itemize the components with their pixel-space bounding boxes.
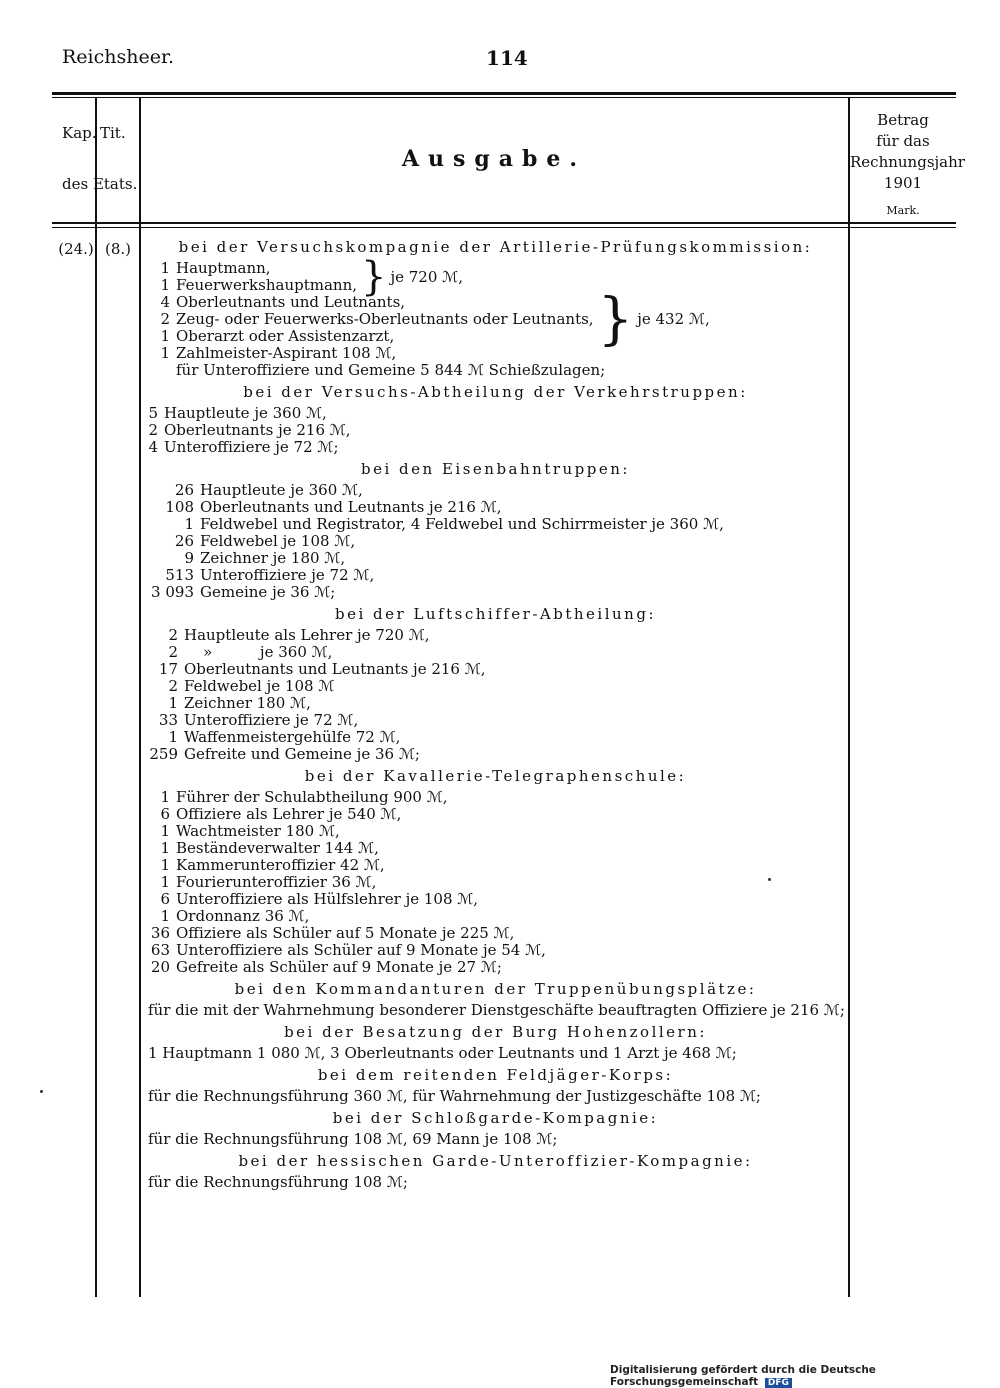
expense-list <box>148 239 843 1196</box>
column-divider-betrag <box>848 97 850 1297</box>
expense-text: für Unteroffiziere und Gemeine 5 844 ℳ Schießzulagen; <box>176 361 606 379</box>
braced-group <box>148 287 843 352</box>
expense-line <box>148 405 843 422</box>
expense-text: Unteroffiziere als Hülfslehrer je 108 ℳ, <box>176 890 479 908</box>
expense-line <box>148 942 843 959</box>
expense-line <box>148 857 843 874</box>
quantity: 1 <box>160 856 170 874</box>
expense-text: Oberleutnants und Leutnants je 216 ℳ, <box>200 498 502 516</box>
quantity: 26 <box>174 481 194 499</box>
expense-line <box>148 746 843 763</box>
expense-text: Ordonnanz 36 ℳ, <box>176 907 310 925</box>
expense-text: Zeug- oder Feuerwerks-Oberleutnants oder Leutnants, <box>176 310 594 328</box>
section-title: bei den Kommandanturen der Truppenübungsplätze: <box>234 980 757 998</box>
expense-section <box>148 768 843 976</box>
expense-text: Feuerwerkshauptmann, <box>176 276 357 294</box>
expense-line <box>148 712 843 729</box>
section-title: bei der Kavallerie-Telegraphenschule: <box>304 767 687 785</box>
header-mark: Mark. <box>886 204 920 217</box>
tit-value: (8.) <box>104 240 131 258</box>
quantity: 259 <box>149 745 178 763</box>
expense-line <box>148 260 357 277</box>
section-title: bei dem reitenden Feldjäger-Korps: <box>317 1066 674 1084</box>
expense-line <box>148 959 843 976</box>
expense-text: Unteroffiziere als Schüler auf 9 Monate je 54 ℳ, <box>176 941 546 959</box>
expense-line <box>148 874 843 891</box>
header-betrag-line: Betrag <box>877 111 929 129</box>
expense-line <box>148 439 843 456</box>
dfg-logo: DFG <box>765 1378 792 1388</box>
quantity: 6 <box>160 805 170 823</box>
expense-text: Feldwebel je 108 ℳ <box>184 677 335 695</box>
expense-text: Offiziere als Lehrer je 540 ℳ, <box>176 805 402 823</box>
quantity: 1 <box>160 788 170 806</box>
running-head <box>0 46 1000 74</box>
quantity: 36 <box>150 924 170 942</box>
header-betrag-year: 1901 <box>883 174 923 192</box>
expense-line <box>148 1088 843 1105</box>
expense-text: 1 Hauptmann 1 080 ℳ, 3 Oberleutnants oder Leutnants und 1 Arzt je 468 ℳ; <box>148 1044 737 1062</box>
expense-line <box>148 678 843 695</box>
expense-line <box>148 627 843 644</box>
expense-section <box>148 1153 843 1191</box>
quantity: 26 <box>174 532 194 550</box>
quantity: 1 <box>160 839 170 857</box>
section-title: bei der Schloßgarde-Kompagnie: <box>332 1109 659 1127</box>
quantity: 17 <box>158 660 178 678</box>
expense-line <box>148 840 843 857</box>
expense-text: Offiziere als Schüler auf 5 Monate je 225 ℳ, <box>176 924 515 942</box>
expense-text: Oberarzt oder Assistenzarzt, <box>176 327 395 345</box>
quantity: 1 <box>168 694 178 712</box>
expense-text: » je 360 ℳ, <box>184 643 333 661</box>
expense-section <box>148 1024 843 1062</box>
expense-section <box>148 1067 843 1105</box>
expense-section <box>148 981 843 1019</box>
top-rule-thin <box>52 97 956 98</box>
header-title: Ausgabe. <box>401 146 587 172</box>
quantity: 4 <box>148 438 158 456</box>
expense-text: für die Rechnungsführung 108 ℳ, 69 Mann je 108 ℳ; <box>148 1130 558 1148</box>
expense-text: Feldwebel und Registrator, 4 Feldwebel und Schirrmeister je 360 ℳ, <box>200 515 724 533</box>
expense-text: Hauptleute je 360 ℳ, <box>200 481 363 499</box>
header-bottom-rule-thin <box>52 227 956 228</box>
section-title: bei der Luftschiffer-Abtheilung: <box>334 605 656 623</box>
quantity: 108 <box>165 498 194 516</box>
expense-text: Waffenmeistergehülfe 72 ℳ, <box>184 728 401 746</box>
quantity: 9 <box>184 549 194 567</box>
top-rule-thick <box>52 92 956 95</box>
quantity: 1 <box>184 515 194 533</box>
header-kap: Kap. <box>62 124 97 142</box>
header-des-etats: des Etats. <box>62 175 138 193</box>
expense-line <box>148 806 843 823</box>
section-title: bei der hessischen Garde-Unteroffizier-Kompagnie: <box>238 1152 753 1170</box>
quantity: 1 <box>160 873 170 891</box>
section-title: bei den Eisenbahntruppen: <box>361 460 630 478</box>
expense-text: Fourierunteroffizier 36 ℳ, <box>176 873 377 891</box>
expense-line <box>148 908 843 925</box>
header-bottom-rule <box>52 222 956 224</box>
expense-line <box>148 311 594 328</box>
quantity: 1 <box>160 822 170 840</box>
quantity: 5 <box>148 404 158 422</box>
expense-text: Feldwebel je 108 ℳ, <box>200 532 356 550</box>
expense-text: Oberleutnants und Leutnants je 216 ℳ, <box>184 660 486 678</box>
expense-line <box>148 499 843 516</box>
brace: } <box>597 287 634 352</box>
expense-line <box>148 729 843 746</box>
expense-line <box>148 1131 843 1148</box>
expense-line <box>148 661 843 678</box>
expense-text: Zeichner 180 ℳ, <box>184 694 311 712</box>
expense-section <box>148 606 843 763</box>
group-rate: je 432 ℳ, <box>637 310 710 328</box>
quantity: 1 <box>160 907 170 925</box>
section-title: bei der Versuchskompagnie der Artillerie-Prüfungskommission: <box>178 238 813 256</box>
expense-text: Hauptmann, <box>176 259 271 277</box>
column-divider-kap <box>95 97 97 1297</box>
scan-speck <box>768 878 771 881</box>
expense-text: Gefreite und Gemeine je 36 ℳ; <box>184 745 420 763</box>
expense-text: für die Rechnungsführung 360 ℳ, für Wahrnehmung der Justizgeschäfte 108 ℳ; <box>148 1087 761 1105</box>
expense-line <box>148 695 843 712</box>
page-number: 114 <box>486 46 528 70</box>
header-tit: Tit. <box>100 124 126 142</box>
expense-text: Unteroffiziere je 72 ℳ, <box>200 566 375 584</box>
expense-section <box>148 461 843 601</box>
expense-line <box>148 644 843 661</box>
expense-line <box>148 277 357 294</box>
expense-text: Unteroffiziere je 72 ℳ, <box>184 711 359 729</box>
expense-text: Zahlmeister-Aspirant 108 ℳ, <box>176 344 397 362</box>
header-betrag <box>850 110 965 194</box>
expense-line <box>148 1174 843 1191</box>
running-head-title: Reichsheer. <box>62 46 175 68</box>
quantity: 3 093 <box>151 583 194 601</box>
expense-line <box>148 789 843 806</box>
expense-text: Oberleutnants und Leutnants, <box>176 293 406 311</box>
quantity: 1 <box>168 728 178 746</box>
expense-text: Kammerunteroffizier 42 ℳ, <box>176 856 385 874</box>
scan-speck <box>40 1090 43 1093</box>
kap-value: (24.) <box>58 240 94 258</box>
expense-line <box>148 1045 843 1062</box>
expense-line <box>148 550 843 567</box>
expense-text: Hauptleute je 360 ℳ, <box>164 404 327 422</box>
expense-text: Zeichner je 180 ℳ, <box>200 549 346 567</box>
expense-text: Führer der Schulabtheilung 900 ℳ, <box>176 788 448 806</box>
brace: } <box>361 254 387 300</box>
quantity: 1 <box>160 276 170 294</box>
expense-text: Oberleutnants je 216 ℳ, <box>164 421 351 439</box>
quantity: 513 <box>165 566 194 584</box>
quantity: 2 <box>148 421 158 439</box>
expense-section <box>148 239 843 379</box>
expense-line <box>148 584 843 601</box>
expense-line <box>148 891 843 908</box>
quantity <box>148 362 176 379</box>
quantity: 1 <box>160 344 170 362</box>
expense-text: für die Rechnungsführung 108 ℳ; <box>148 1173 408 1191</box>
expense-line <box>148 823 843 840</box>
expense-line <box>148 362 843 379</box>
quantity: 1 <box>160 259 170 277</box>
expense-text: Hauptleute als Lehrer je 720 ℳ, <box>184 626 430 644</box>
expense-text: für die mit der Wahrnehmung besonderer Dienstgeschäfte beauftragten Offiziere je 216 ℳ; <box>148 1001 845 1019</box>
quantity: 2 <box>168 643 178 661</box>
expense-text: Unteroffiziere je 72 ℳ; <box>164 438 339 456</box>
expense-line <box>148 925 843 942</box>
column-divider-tit <box>139 97 141 1297</box>
section-title: bei der Versuchs-Abtheilung der Verkehrstruppen: <box>243 383 748 401</box>
expense-line <box>148 482 843 499</box>
expense-line <box>148 567 843 584</box>
expense-section <box>148 1110 843 1148</box>
expense-line <box>148 294 594 311</box>
quantity: 2 <box>160 310 170 328</box>
digitization-credit <box>610 1364 1000 1388</box>
quantity: 20 <box>150 958 170 976</box>
quantity: 2 <box>168 626 178 644</box>
quantity: 1 <box>160 327 170 345</box>
credit-text: Digitalisierung gefördert durch die Deutsche Forschungsgemeinschaft <box>610 1364 876 1388</box>
quantity: 4 <box>160 293 170 311</box>
expense-line <box>148 328 594 345</box>
expense-text: Wachtmeister 180 ℳ, <box>176 822 340 840</box>
expense-text: Gemeine je 36 ℳ; <box>200 583 336 601</box>
quantity: 33 <box>158 711 178 729</box>
expense-section <box>148 384 843 456</box>
quantity: 2 <box>168 677 178 695</box>
quantity: 63 <box>150 941 170 959</box>
section-title: bei der Besatzung der Burg Hohenzollern: <box>284 1023 707 1041</box>
expense-text: Gefreite als Schüler auf 9 Monate je 27 ℳ; <box>176 958 502 976</box>
quantity: 6 <box>160 890 170 908</box>
expense-text: Beständeverwalter 144 ℳ, <box>176 839 379 857</box>
expense-line <box>148 516 843 533</box>
expense-line <box>148 345 843 362</box>
expense-line <box>148 533 843 550</box>
expense-line <box>148 422 843 439</box>
expense-line <box>148 1002 843 1019</box>
braced-group <box>148 254 843 300</box>
header-betrag-line: Rechnungsjahr <box>850 153 965 171</box>
header-betrag-line: für das <box>876 132 930 150</box>
group-rate: je 720 ℳ, <box>390 267 463 286</box>
